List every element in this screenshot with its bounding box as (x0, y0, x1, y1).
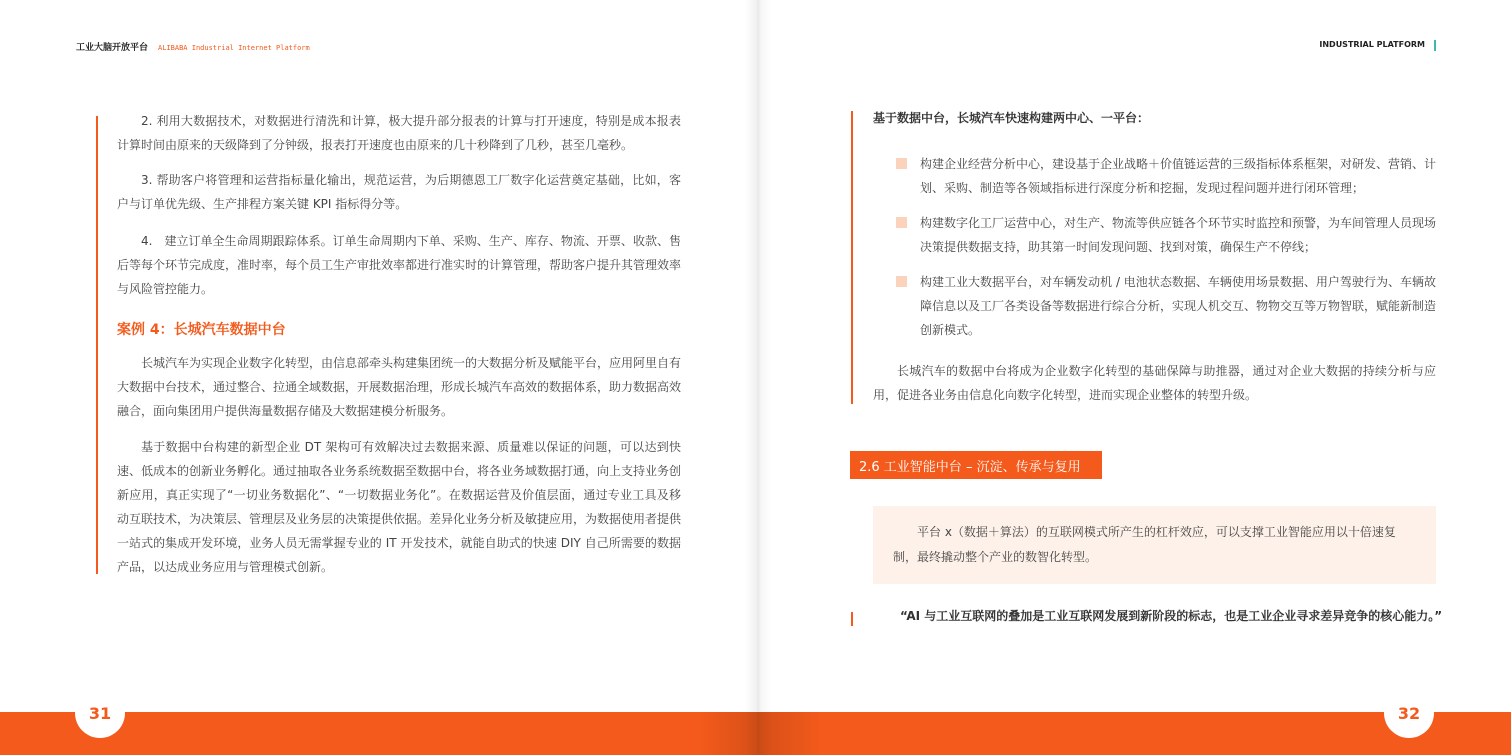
section-title: 2.6 工业智能中台 – 沉淀、传承与复用 (850, 451, 1102, 479)
bullet-item-3: 构建工业大数据平台，对车辆发动机 / 电池状态数据、车辆使用场景数据、用户驾驶行为、车辆故障信息以及工厂各类设备等数据进行综合分析，实现人机交互、物物交互等万物智联，赋能新制造创新模式。 (920, 275, 1437, 337)
case-paragraph-1: 长城汽车为实现企业数字化转型，由信息部牵头构建集团统一的大数据分析及赋能平台，应用阿里自有大数据中台技术，通过整合、拉通全域数据，开展数据治理，形成长城汽车高效的数据体系，助力数据高效融合，面向集团用户提供海量数据存储及大数据建模分析服务。 (117, 356, 682, 418)
page-number-right: 32 (1384, 688, 1434, 738)
highlight-text: 平台 x（数据＋算法）的互联网模式所产生的杠杆效应，可以支撑工业智能应用以十倍速复制，最终撬动整个产业的数智化转型。 (893, 525, 1396, 564)
bullet-square-2 (896, 217, 907, 228)
page-number-left: 31 (75, 688, 125, 738)
lead-text: 基于数据中台，长城汽车快速构建两中心、一平台： (873, 111, 1150, 125)
paragraph-4: 4. 建立订单全生命周期跟踪体系。订单生命周期内下单、采购、生产、库存、物流、开票、收款、售后等每个环节完成度，准时率，每个员工生产审批效率都进行准实时的计算管理，帮助客户提升其管理效率与风险管控能力。 (117, 234, 682, 296)
case-paragraph-2: 基于数据中台构建的新型企业 DT 架构可有效解决过去数据来源、质量难以保证的问题，可以达到快速、低成本的创新业务孵化。通过抽取各业务系统数据至数据中台，将各业务域数据打通，向上支持业务创新应用，真正实现了“一切业务数据化”、“一切数据业务化”。在数据运营及价值层面，通过专业工具及移动互联技术，为决策层、管理层及业务层的决策提供依据。差异化业务分析及敏捷应用，为数据使用者提供一站式的集成开发环境，业务人员无需掌握专业的 IT 开发技术，就能自助式的快速 DIY 自己所需要的数据产品，以达成业务应用与管理模式创新。 (117, 440, 682, 574)
quote-bar (851, 612, 853, 626)
highlight-box (873, 506, 1436, 584)
closing-paragraph: 长城汽车的数据中台将成为企业数字化转型的基础保障与助推器，通过对企业大数据的持续分析与应用，促进各业务由信息化向数字化转型，进而实现企业整体的转型升级。 (873, 364, 1436, 402)
case-title: 案例 4：长城汽车数据中台 (117, 322, 286, 338)
bullet-square-1 (896, 158, 907, 169)
bullet-item-1: 构建企业经营分析中心，建设基于企业战略＋价值链运营的三级指标体系框架，对研发、营销、计划、采购、制造等各领域指标进行深度分析和挖掘，发现过程问题并进行闭环管理； (920, 157, 1437, 195)
paragraph-2: 2. 利用大数据技术，对数据进行清洗和计算，极大提升部分报表的计算与打开速度，特别是成本报表计算时间由原来的天级降到了分钟级，报表打开速度也由原来的几十秒降到了几秒，甚至几毫秒。 (117, 114, 681, 152)
header-right-bar (1434, 40, 1436, 51)
header-right: INDUSTRIAL PLATFORM (1319, 40, 1425, 49)
quote-text: “AI 与工业互联网的叠加是工业互联网发展到新阶段的标志，也是工业企业寻求差异竞争的核心能力。” (900, 609, 1443, 623)
right-accent-bar (851, 111, 853, 404)
header-left-title: 工业大脑开放平台 (76, 43, 149, 53)
paragraph-3: 3. 帮助客户将管理和运营指标量化输出，规范运营，为后期德恩工厂数字化运营奠定基础，比如，客户与订单优先级、生产排程方案关键 KPI 指标得分等。 (117, 173, 681, 211)
header-left-subtitle: ALIBABA Industrial Internet Platform (158, 44, 310, 52)
bullet-item-2: 构建数字化工厂运营中心，对生产、物流等供应链各个环节实时监控和预警，为车间管理人员现场决策提供数据支持，助其第一时间发现问题、找到对策，确保生产不停线； (920, 216, 1437, 254)
bullet-square-3 (896, 276, 907, 287)
header-left (76, 40, 310, 53)
left-accent-bar (96, 116, 98, 574)
book-spine-shadow (745, 0, 771, 755)
